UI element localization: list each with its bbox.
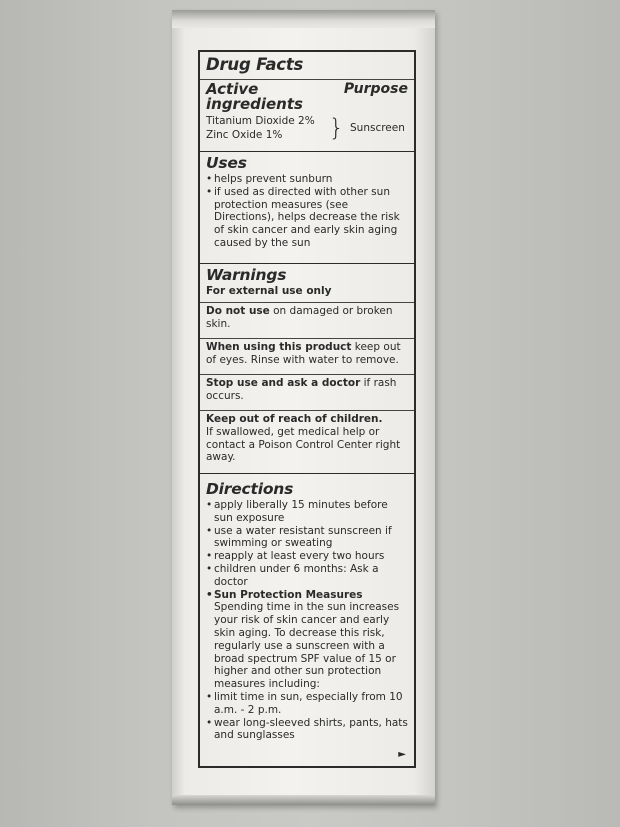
ingredient-item: Zinc Oxide 1%: [206, 129, 283, 141]
box-top-flap: [172, 10, 435, 28]
do-not-use-label: Do not use: [206, 305, 270, 317]
when-using-detail: keep out of eyes. Rinse with water to remove.: [206, 341, 401, 366]
when-using-label: When using this product: [206, 341, 352, 353]
keep-out-label: Keep out of reach of children.: [206, 413, 383, 425]
stop-use-label: Stop use and ask a doctor: [206, 377, 361, 389]
drug-facts-title: Drug Facts: [206, 55, 304, 74]
list-item: • use a water resistant sunscreen if swimming or sweating: [206, 525, 408, 551]
stop-use-section: [200, 375, 414, 411]
sun-protection-title: • Sun Protection Measures: [206, 589, 408, 602]
do-not-use-section: [200, 303, 414, 339]
list-item: • apply liberally 15 minutes before sun exposure: [206, 499, 408, 525]
when-using-section: [200, 339, 414, 375]
list-item: • children under 6 months: Ask a doctor: [206, 563, 408, 589]
ingredients-row: [206, 114, 408, 142]
drug-facts-header: [200, 52, 414, 80]
list-item: • wear long-sleeved shirts, pants, hats and sunglasses: [206, 717, 408, 743]
active-ingredients-heading-row: [206, 82, 408, 112]
external-use-text: For external use only: [206, 285, 332, 297]
uses-list: [206, 173, 408, 250]
brace-symbol: }: [328, 114, 344, 142]
keep-out-section: [200, 411, 414, 474]
do-not-use-text: [206, 305, 408, 331]
continue-arrow-icon: ►: [398, 749, 406, 760]
warnings-title: Warnings: [206, 266, 287, 284]
do-not-use-detail: on damaged or broken skin.: [206, 305, 393, 330]
warnings-header-section: [200, 264, 414, 303]
active-ingredients-section: [200, 80, 414, 152]
ingredients-list: [206, 114, 315, 142]
active-ingredients-title: Active ingredients: [206, 80, 303, 113]
ingredient-item: Titanium Dioxide 2%: [206, 115, 315, 127]
list-item: • limit time in sun, especially from 10 a.m. - 2 p.m.: [206, 691, 408, 717]
stop-use-text: [206, 377, 408, 403]
drug-facts-panel: [198, 50, 416, 768]
ingredient-purpose: Sunscreen: [350, 122, 405, 134]
list-item: • if used as directed with other sun protection measures (see Directions), helps decrease the risk of skin cancer and early skin aging caused by the sun: [206, 186, 408, 250]
uses-title: Uses: [206, 154, 247, 172]
box-bottom-edge: [172, 795, 435, 805]
sun-protection-list: [206, 691, 408, 742]
purpose-title: Purpose: [343, 81, 408, 97]
directions-list: [206, 499, 408, 601]
list-item: • reapply at least every two hours: [206, 550, 408, 563]
directions-title: Directions: [206, 480, 294, 498]
stop-use-detail: if rash occurs.: [206, 377, 397, 402]
directions-section: [200, 474, 414, 766]
list-item: • helps prevent sunburn: [206, 173, 408, 186]
sun-protection-text: Spending time in the sun increases your risk of skin cancer and early skin aging. To decrease this risk, regularly use a sunscreen with a broad spectrum SPF value of 15 or higher and other sun protection measures including:: [214, 601, 400, 691]
when-using-text: [206, 341, 408, 367]
uses-section: [200, 152, 414, 264]
keep-out-detail: If swallowed, get medical help or contact a Poison Control Center right away.: [206, 425, 401, 464]
